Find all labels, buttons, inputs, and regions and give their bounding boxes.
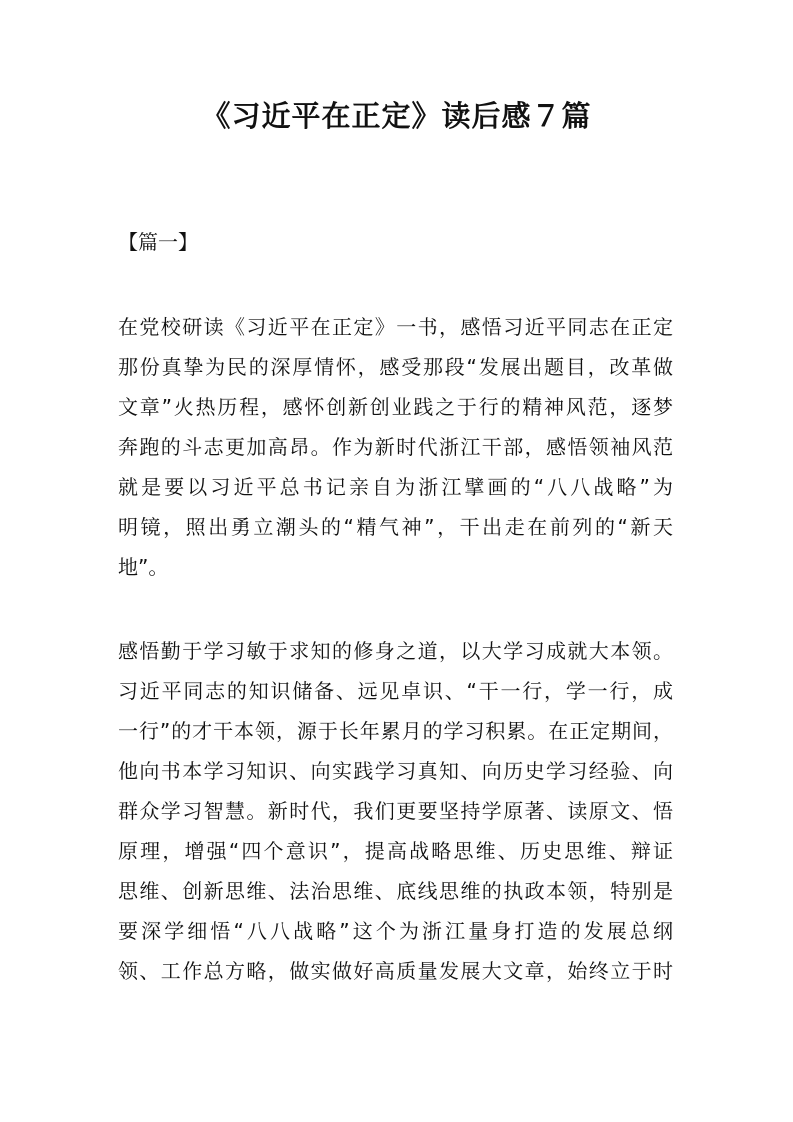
- paragraph-line: 领、工作总方略，做实做好高质量发展大文章，始终立于时: [118, 959, 673, 983]
- paragraph-line: 他向书本学习知识、向实践学习真知、向历史学习经验、向: [118, 759, 673, 783]
- paragraph-line: 群众学习智慧。新时代，我们更要坚持学原著、读原文、悟: [118, 799, 673, 823]
- paragraph-line: 在党校研读《习近平在正定》一书，感悟习近平同志在正定: [118, 315, 673, 339]
- paragraph-line: 感悟勤于学习敏于求知的修身之道，以大学习成就大本领。: [118, 639, 673, 663]
- section-heading: 【篇一】: [118, 230, 198, 254]
- document-title: 《习近平在正定》读后感７篇: [201, 99, 592, 133]
- paragraph-2: [118, 631, 673, 991]
- paragraph-line: 地”。: [118, 555, 169, 579]
- paragraph-line: 习近平同志的知识储备、远见卓识、“干一行，学一行，成: [118, 679, 673, 703]
- paragraph-line: 原理，增强“四个意识”，提高战略思维、历史思维、辩证: [118, 839, 673, 863]
- paragraph-line: 那份真挚为民的深厚情怀，感受那段“发展出题目，改革做: [118, 355, 673, 379]
- paragraph-line: 一行”的才干本领，源于长年累月的学习积累。在正定期间，: [118, 719, 673, 743]
- paragraph-line: 思维、创新思维、法治思维、底线思维的执政本领，特别是: [118, 879, 673, 903]
- paragraph-line: 文章”火热历程，感怀创新创业践之于行的精神风范，逐梦: [118, 395, 673, 419]
- paragraph-line: 就是要以习近平总书记亲自为浙江擘画的“八八战略”为: [118, 475, 673, 499]
- paragraph-1: [118, 307, 673, 587]
- paragraph-line: 明镜，照出勇立潮头的“精气神”，干出走在前列的“新天: [118, 515, 673, 539]
- paragraph-line: 奔跑的斗志更加高昂。作为新时代浙江干部，感悟领袖风范: [118, 435, 673, 459]
- paragraph-line: 要深学细悟“八八战略”这个为浙江量身打造的发展总纲: [118, 919, 673, 943]
